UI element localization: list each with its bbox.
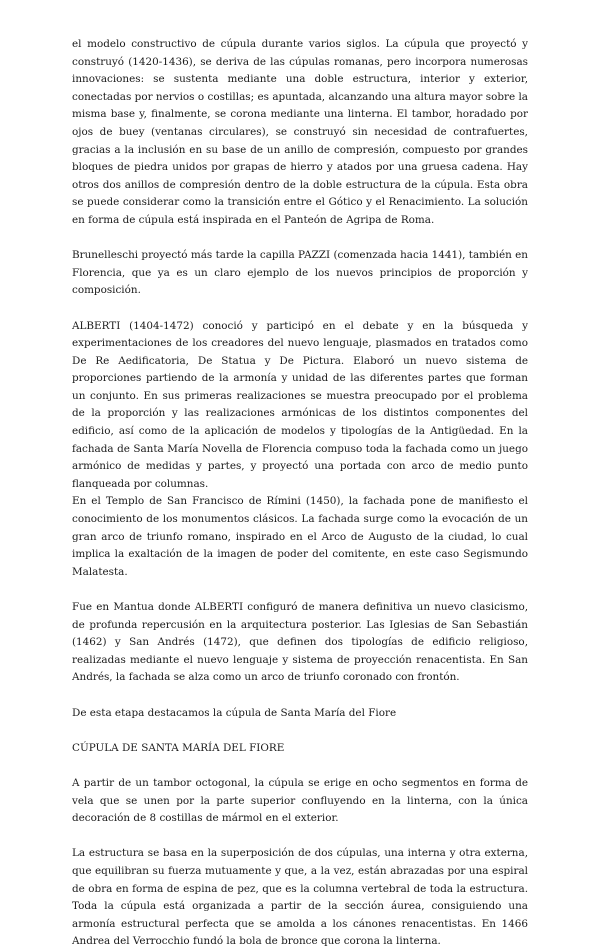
paragraph-mantua: Fue en Mantua donde ALBERTI configuró de manera definitiva un nuevo clasicismo, de profunda repercusión en la arquitectura posterior. Las Iglesias de San Sebastián (1462) y San Andrés (1472), que definen dos tipologías de edificio religioso, realizadas mediante el nuevo lenguaje y sistema de proyección renacentista. En San Andrés, la fachada se alza como un arco de triunfo coronado con frontón. [72,601,528,684]
paragraph-gap [72,722,528,740]
paragraph-gap [72,300,528,318]
paragraph-tambor: A partir de un tambor octogonal, la cúpula se erige en ocho segmentos en forma de vela que se unen por la parte superior confluyendo en la linterna, con la única decoración de 8 costillas de mármol en el exterior. [72,776,528,825]
paragraph-cupula-brunelleschi: el modelo constructivo de cúpula durante varios siglos. La cúpula que proyectó y construyó (1420-1436), se deriva de las cúpulas romanas, pero incorpora numerosas innovaciones: se sustenta mediante una doble estructura, interior y exterior, conectadas por nervios o costillas; es apuntada, alcanzando una altura mayor sobre la misma base y, finalmente, se corona mediante una linterna. El tambor, horadado por ojos de buey (ventanas circulares), se construyó sin necesidad de contrafuertes, gracias a la inclusión en su base de un anillo de compresión, compuesto por grandes bloques de piedra unidos por grapas de hierro y atados por una gruesa cadena. Hay otros dos anillos de compresión dentro de la doble estructura de la cúpula. Esta obra se puede considerar como la transición entre el Gótico y el Renacimiento. La solución en forma de cúpula está inspirada en el Panteón de Agripa de Roma. [72,38,528,226]
paragraph-gap [72,828,528,846]
paragraph-gap [72,230,528,248]
paragraph-gap [72,757,528,775]
paragraph-alberti: ALBERTI (1404-1472) conoció y participó en el debate y en la búsqueda y experimentaciones de los creadores del nuevo lenguaje, plasmados en tratados como De Re Aedificatoria, De Statua y De Pictura. Elaboró un nuevo sistema de proporciones partiendo de la armonía y unidad de las diferentes partes que forman un conjunto. En sus primeras realizaciones se muestra preocupado por el problema de la proporción y las realizaciones armónicas de los distintos componentes del edificio, así como de la aplicación de modelos y tipologías de la Antigüedad. En la fachada de Santa María Novella de Florencia compuso toda la fachada como un juego armónico de medidas y partes, y proyectó una portada con arco de medio punto flanqueada por columnas. [72,319,528,490]
paragraph-gap [72,581,528,599]
paragraph-capilla-pazzi: Brunelleschi proyectó más tarde la capilla PAZZI (comenzada hacia 1441), también en Florencia, que ya es un claro ejemplo de los nuevos principios de proporción y composición. [72,249,528,297]
paragraph-gap [72,687,528,705]
paragraph-rimini: En el Templo de San Francisco de Rímini (1450), la fachada pone de manifiesto el conocimiento de los monumentos clásicos. La fachada surge como la evocación de un gran arco de triunfo romano, inspirado en el Arco de Augusto de la ciudad, lo cual implica la exaltación de la imagen de poder del comitente, en este caso Segismundo Malatesta. [72,495,528,578]
paragraph-etapa: De esta etapa destacamos la cúpula de Santa María del Fiore [72,706,397,719]
paragraph-estructura: La estructura se basa en la superposición de dos cúpulas, una interna y otra externa, que equilibran su fuerza mutuamente y que, a la vez, están abrazadas por una espiral de obra en forma de espina de pez, que es la columna vertebral de toda la estructura. Toda la cúpula está organizada a partir de la sección áurea, consiguiendo una armonía estructural perfecta que se amolda a los cánones renacentistas. En 1466 Andrea del Verrocchio fundó la bola de bronce que corona la linterna. [72,847,528,948]
section-heading: CÚPULA DE SANTA MARÍA DEL FIORE [72,741,285,754]
